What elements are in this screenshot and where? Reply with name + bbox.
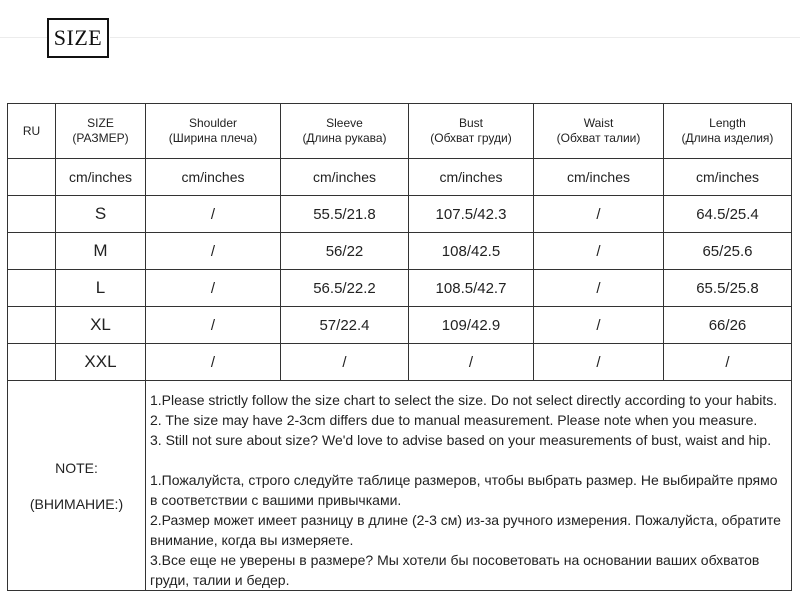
header-cell-size: SIZE (РАЗМЕР) <box>56 104 146 159</box>
ru-cell <box>8 270 56 307</box>
waist-cell: / <box>534 344 664 381</box>
ru-cell <box>8 344 56 381</box>
header-rule-left <box>0 37 47 38</box>
size-cell: L <box>56 270 146 307</box>
units-cell: cm/inches <box>281 159 409 196</box>
units-row <box>8 159 792 196</box>
note-en-line: 2. The size may have 2-3cm differs due to manual measurement. Please note when you measure. <box>150 412 758 428</box>
ru-cell <box>8 233 56 270</box>
shoulder-cell: / <box>146 233 281 270</box>
waist-cell: / <box>534 307 664 344</box>
header-rule <box>110 37 800 38</box>
units-cell: cm/inches <box>409 159 534 196</box>
note-row <box>8 381 792 591</box>
size-cell: M <box>56 233 146 270</box>
units-cell: cm/inches <box>664 159 792 196</box>
bust-cell: 107.5/42.3 <box>409 196 534 233</box>
sleeve-cell: 55.5/21.8 <box>281 196 409 233</box>
units-cell: cm/inches <box>534 159 664 196</box>
length-cell: / <box>664 344 792 381</box>
bust-cell: / <box>409 344 534 381</box>
sleeve-cell: 57/22.4 <box>281 307 409 344</box>
note-en-line: 3. Still not sure about size? We'd love to advise based on your measurements of bust, waist and hip. <box>150 432 772 448</box>
sleeve-cell: / <box>281 344 409 381</box>
header-cell-ru: RU <box>8 104 56 159</box>
sleeve-cell: 56/22 <box>281 233 409 270</box>
units-cell <box>8 159 56 196</box>
shoulder-cell: / <box>146 307 281 344</box>
header-cell-waist: Waist (Обхват талии) <box>534 104 664 159</box>
waist-cell: / <box>534 233 664 270</box>
units-cell: cm/inches <box>56 159 146 196</box>
note-label-ru: (ВНИМАНИЕ:) <box>29 495 124 512</box>
note-spacer <box>150 450 785 470</box>
table-row <box>8 344 792 381</box>
waist-cell: / <box>534 270 664 307</box>
shoulder-cell: / <box>146 196 281 233</box>
ru-cell <box>8 196 56 233</box>
header-cell-bust: Bust (Обхват груди) <box>409 104 534 159</box>
note-ru-line: 1.Пожалуйста, строго следуйте таблице размеров, чтобы выбрать размер. Не выбирайте прямо в соответствии с вашими привычками. <box>150 472 778 508</box>
header-cell-shoulder: Shoulder (Ширина плеча) <box>146 104 281 159</box>
note-ru-line: 3.Все еще не уверены в размере? Мы хотели бы посоветовать на основании ваших обхватов груди, талии и бедер. <box>150 552 760 588</box>
size-cell: S <box>56 196 146 233</box>
note-label-cell <box>8 381 146 591</box>
table-row <box>8 270 792 307</box>
length-cell: 65.5/25.8 <box>664 270 792 307</box>
shoulder-cell: / <box>146 344 281 381</box>
size-cell: XXL <box>56 344 146 381</box>
note-text-cell <box>146 381 792 591</box>
bust-cell: 108/42.5 <box>409 233 534 270</box>
header-cell-length: Length (Длина изделия) <box>664 104 792 159</box>
length-cell: 66/26 <box>664 307 792 344</box>
note-ru-line: 2.Размер может имеет разницу в длине (2-3 см) из-за ручного измерения. Пожалуйста, обратите внимание, когда вы измеряете. <box>150 512 781 548</box>
table-header-row <box>8 104 792 159</box>
ru-cell <box>8 307 56 344</box>
bust-cell: 109/42.9 <box>409 307 534 344</box>
waist-cell: / <box>534 196 664 233</box>
table-row <box>8 307 792 344</box>
note-label-en: NOTE: <box>55 459 98 476</box>
size-cell: XL <box>56 307 146 344</box>
note-en-line: 1.Please strictly follow the size chart to select the size. Do not select directly according to your habits. <box>150 392 778 408</box>
sleeve-cell: 56.5/22.2 <box>281 270 409 307</box>
table-row <box>8 196 792 233</box>
shoulder-cell: / <box>146 270 281 307</box>
length-cell: 65/25.6 <box>664 233 792 270</box>
size-title-badge: SIZE <box>47 18 109 58</box>
length-cell: 64.5/25.4 <box>664 196 792 233</box>
size-chart-table <box>7 103 792 591</box>
table-row <box>8 233 792 270</box>
bust-cell: 108.5/42.7 <box>409 270 534 307</box>
header-cell-sleeve: Sleeve (Длина рукава) <box>281 104 409 159</box>
units-cell: cm/inches <box>146 159 281 196</box>
